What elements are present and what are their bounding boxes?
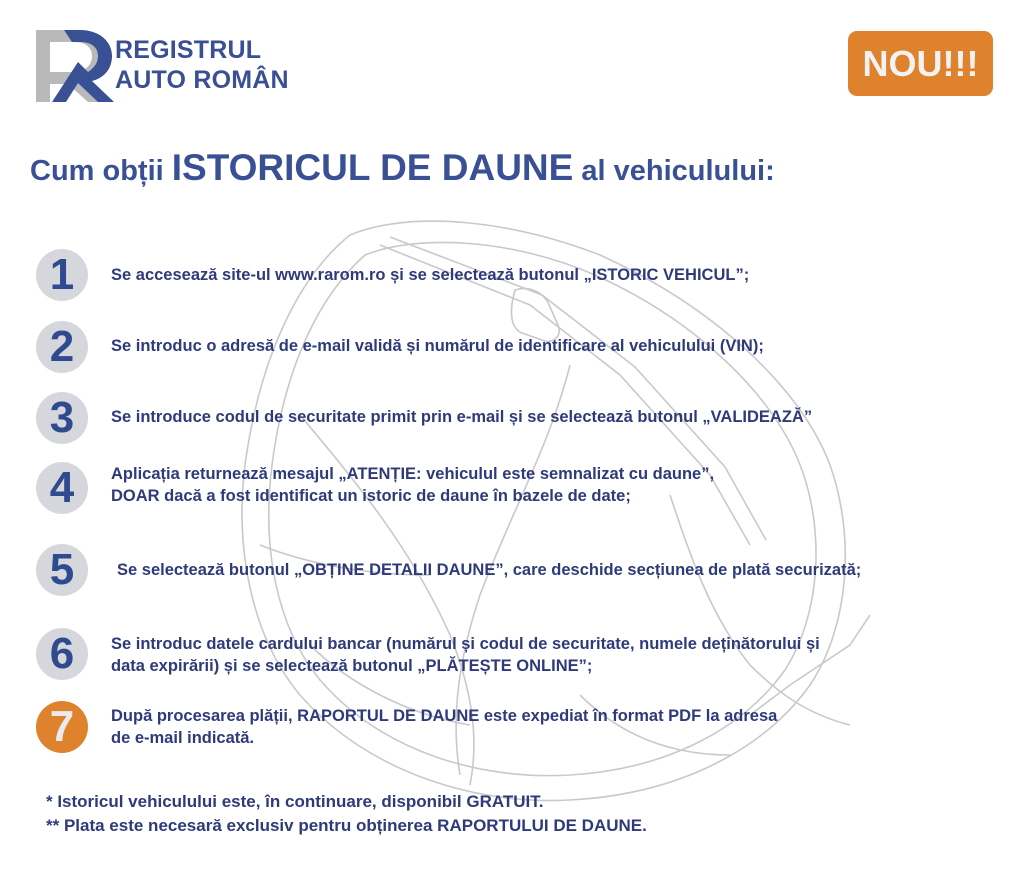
- step-text: [111, 463, 714, 507]
- step-text: [111, 633, 820, 677]
- step-line: Se introduc datele cardului bancar (numărul și codul de securitate, numele deținătorului și: [111, 635, 820, 653]
- new-badge: NOU!!!: [848, 31, 993, 96]
- footnotes: [46, 790, 647, 838]
- step-text: [111, 335, 764, 357]
- step-text: [111, 705, 777, 749]
- step-text: [117, 559, 861, 581]
- footnote-payment: ** Plata este necesară exclusiv pentru obținerea RAPORTULUI DE DAUNE.: [46, 816, 647, 835]
- page-title: [30, 147, 775, 189]
- step-line: Se introduce codul de securitate primit prin e-mail și se selectează butonul „VALIDEAZĂ”: [111, 408, 813, 426]
- footnote-free-history: * Istoricul vehiculului este, în continuare, disponibil GRATUIT.: [46, 792, 544, 811]
- step-number-badge: 6: [36, 628, 88, 680]
- brand-line-2: AUTO ROMÂN: [115, 66, 289, 94]
- step-line: DOAR dacă a fost identificat un istoric de daune în bazele de date;: [111, 487, 631, 505]
- step-line: După procesarea plății, RAPORTUL DE DAUNE este expediat în format PDF la adresa: [111, 707, 778, 725]
- title-part-3: al vehiculului:: [573, 155, 775, 187]
- brand-line-1: REGISTRUL: [115, 36, 262, 64]
- brand-name: [115, 35, 289, 95]
- step-number-badge-highlighted: 7: [36, 701, 88, 753]
- rar-logo-icon: [34, 28, 114, 104]
- step-number-badge: 4: [36, 462, 88, 514]
- title-part-2: ISTORICUL DE DAUNE: [171, 147, 574, 188]
- step-line: Aplicația returnează mesajul „ATENȚIE: vehiculul este semnalizat cu daune”,: [111, 465, 715, 483]
- step-line: Se accesează site-ul www.rarom.ro și se selectează butonul „ISTORIC VEHICUL”;: [111, 266, 750, 284]
- step-text: [111, 264, 749, 286]
- step-number-badge: 1: [36, 249, 88, 301]
- step-number-badge: 5: [36, 544, 88, 596]
- step-line: Se selectează butonul „OBȚINE DETALII DAUNE”, care deschide secțiunea de plată securizată;: [117, 561, 862, 579]
- step-line: data expirării) și se selectează butonul „PLĂTEȘTE ONLINE”;: [111, 657, 593, 675]
- step-text: [111, 406, 812, 428]
- step-line: Se introduc o adresă de e-mail validă și numărul de identificare al vehiculului (VIN);: [111, 337, 764, 355]
- step-number-badge: 3: [36, 392, 88, 444]
- title-part-1: Cum obții: [30, 155, 172, 187]
- step-number-badge: 2: [36, 321, 88, 373]
- step-line: de e-mail indicată.: [111, 729, 255, 747]
